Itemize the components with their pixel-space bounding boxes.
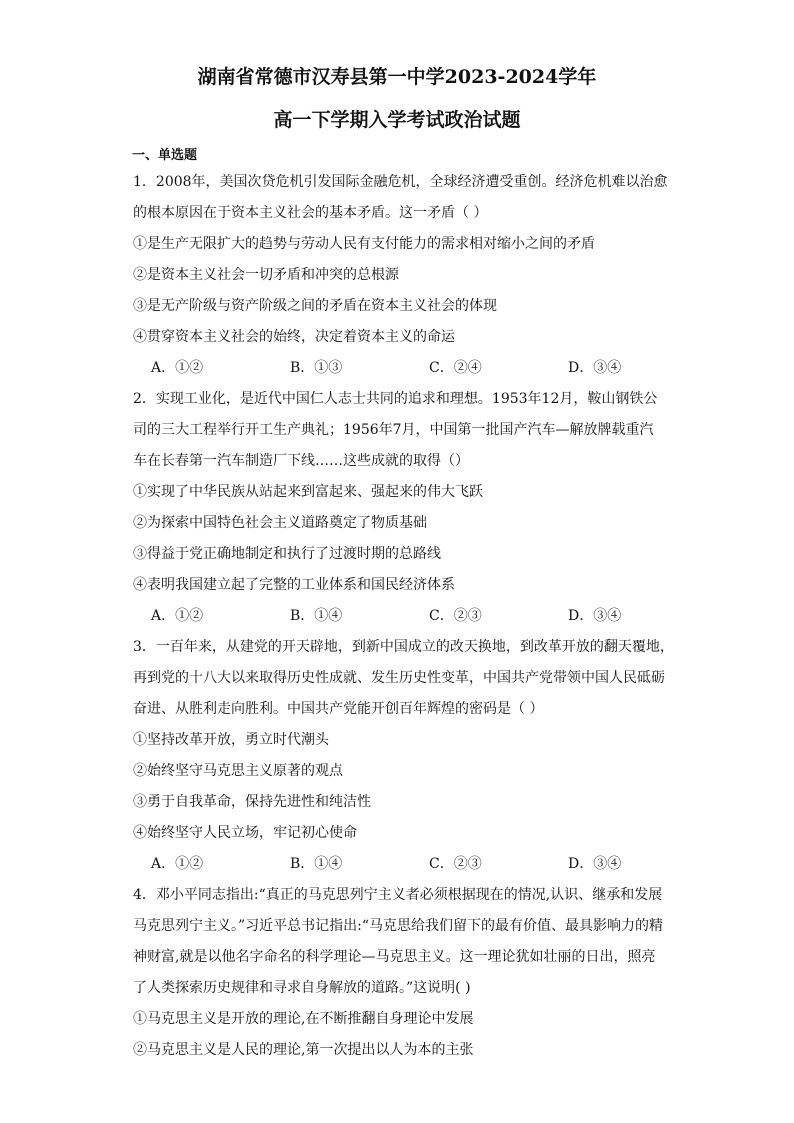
answer-options [133,849,734,880]
statement: ②是资本主义社会一切矛盾和冲突的总根源 [133,267,399,283]
question-4 [133,880,734,1066]
question-stem-line: 2．实现工业化，是近代中国仁人志士共同的追求和理想。1953年12月，鞍山钢铁公 [133,391,658,407]
answer-options [133,353,734,384]
question-2 [133,384,734,632]
option-b: B．①③ [290,360,343,376]
question-stem-line: 马克思列宁主义。”习近平总书记指出:“马克思给我们留下的最有价值、最具影响力的精 [133,918,664,934]
question-stem-line: 车在长春第一汽车制造厂下线……这些成就的取得（） [133,453,469,469]
question-3 [133,632,734,880]
option-c: C．②④ [429,360,482,376]
exam-title-line2: 高一下学期入学考试政治试题 [273,109,521,131]
option-d: D．③④ [568,608,622,624]
statement: ③是无产阶级与资产阶级之间的矛盾在资本主义社会的体现 [133,298,497,314]
statement: ①是生产无限扩大的趋势与劳动人民有支付能力的需求相对缩小之间的矛盾 [133,236,595,252]
statement: ①实现了中华民族从站起来到富起来、强起来的伟大飞跃 [133,484,483,500]
question-stem-line: 奋进、从胜利走向胜利。中国共产党能开创百年辉煌的密码是（ ） [133,701,544,717]
option-c: C．②③ [429,608,482,624]
statement: ①马克思主义是开放的理论,在不断推翻自身理论中发展 [133,1011,474,1027]
section-label: 一、单选题 [132,148,198,163]
question-stem-line: 再到党的十八大以来取得历史性成就、发生历史性变革，中国共产党带领中国人民砥砺 [133,670,665,686]
statement: ①坚持改革开放，勇立时代潮头 [133,732,329,748]
question-stem-line: 4．邓小平同志指出:“真正的马克思列宁主义者必须根据现在的情况,认识、继承和发展 [133,887,663,903]
exam-title-line1: 湖南省常德市汉寿县第一中学2023-2024学年 [197,66,597,88]
option-b: B．①④ [290,856,343,872]
statement: ②马克思主义是人民的理论,第一次提出以人为本的主张 [133,1042,474,1058]
option-a: A．①② [151,608,204,624]
statement: ④始终坚守人民立场，牢记初心使命 [133,825,357,841]
statement: ②始终坚守马克思主义原著的观点 [133,763,343,779]
question-stem-line: 神财富,就是以他名字命名的科学理论—马克思主义。这一理论犹如壮丽的日出，照亮 [133,949,656,965]
option-b: B．①④ [290,608,343,624]
option-d: D．③④ [568,360,622,376]
question-stem-line: 司的三大工程举行开工生产典礼；1956年7月，中国第一批国产汽车—解放牌载重汽 [133,422,654,438]
question-1 [133,167,734,384]
statement: ③得益于党正确地制定和执行了过渡时期的总路线 [133,546,441,562]
statement: ④贯穿资本主义社会的始终，决定着资本主义的命运 [133,329,455,345]
question-stem-line: 了人类探索历史规律和寻求自身解放的道路。”这说明( ) [133,980,471,996]
option-c: C．②③ [429,856,482,872]
question-stem-line: 的根本原因在于资本主义社会的基本矛盾。这一矛盾（ ） [133,205,488,221]
option-a: A．①② [151,856,204,872]
answer-options [133,601,734,632]
option-d: D．③④ [568,856,622,872]
option-a: A．①② [151,360,204,376]
question-stem-line: 1．2008年，美国次贷危机引发国际金融危机，全球经济遭受重创。经济危机难以治愈 [133,174,668,190]
statement: ④表明我国建立起了完整的工业体系和国民经济体系 [133,577,455,593]
statement: ③勇于自我革命，保持先进性和纯洁性 [133,794,371,810]
statement: ②为探索中国特色社会主义道路奠定了物质基础 [133,515,427,531]
question-stem-line: 3．一百年来，从建党的开天辟地，到新中国成立的改天换地，到改革开放的翻天覆地， [133,639,674,655]
